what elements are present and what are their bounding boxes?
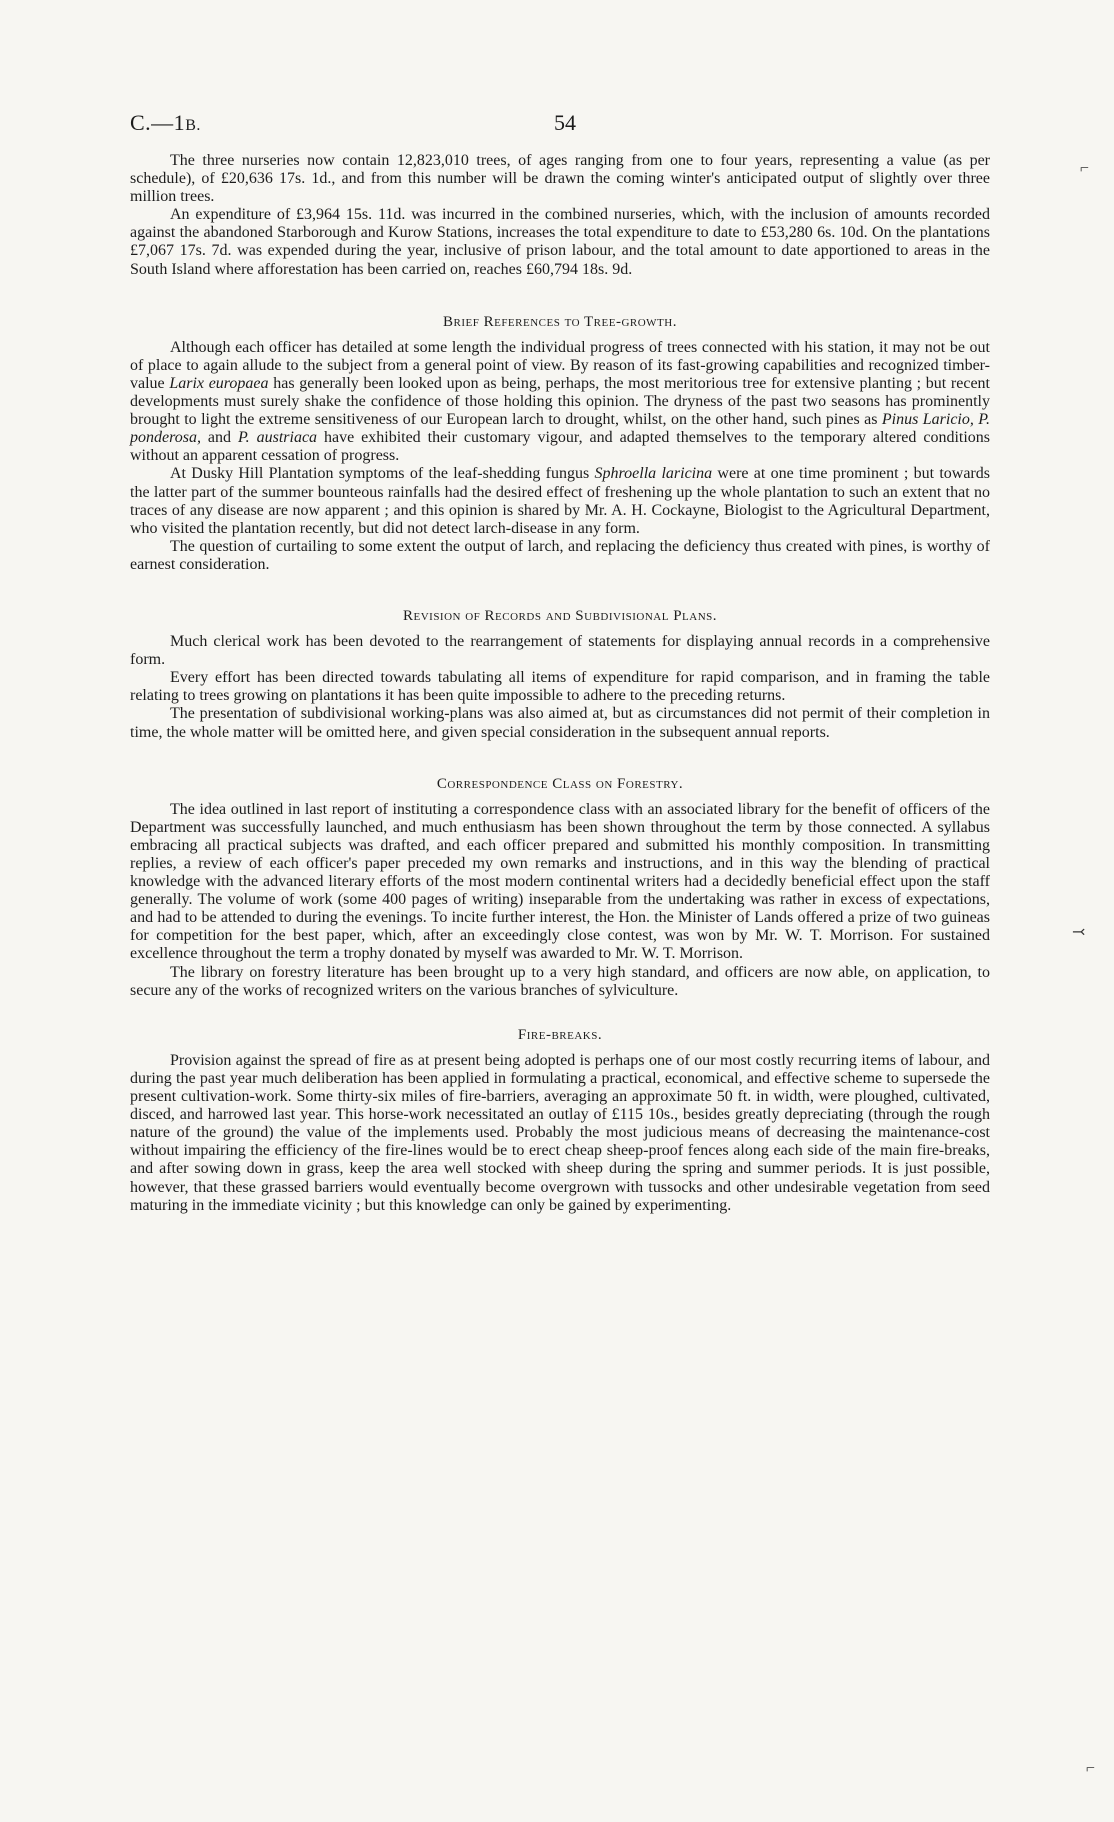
species-name: P. austriaca xyxy=(237,429,318,447)
paragraph: At Dusky Hill Plantation symptoms of the leaf-shedding fungus Sphroella laricina were at one time prominent ; but towards the latter part of the summer bounteous rainfalls had the desired effect of freshening up the whole plantation to such an extent that no traces of any disease are now apparent ; and this opinion is shared by Mr. A. H. Cockayne, Biologist to the Agricultural Department, who visited the plantation recently, but did not detect larch-disease in any form. xyxy=(130,465,990,537)
section-heading: Fire-breaks. xyxy=(517,1026,603,1043)
paragraph: An expenditure of £3,964 15s. 11d. was incurred in the combined nurseries, which, with the inclusion of amounts recorded against the abandoned Starborough and Kurow Stations, increases the total expenditure to date to £53,280 6s. 10d. On the plantations £7,067 17s. 7d. was expended during the year, inclusive of prison labour, and the total amount to date apportioned to areas in the South Island where afforestation has been carried on, reaches £60,794 18s. 9d. xyxy=(130,206,990,278)
paragraph: The question of curtailing to some extent the output of larch, and replacing the deficiency thus created with pines, is worthy of earnest consideration. xyxy=(130,537,990,573)
margin-tick-mark: ⌐ xyxy=(1080,160,1090,177)
paragraph: The presentation of subdivisional working-plans was also aimed at, but as circumstances did not permit of their completion in time, the whole matter will be omitted here, and given special consideration in the subsequent annual reports. xyxy=(130,705,990,741)
page-body xyxy=(130,152,990,1215)
margin-tick-mark: ⌐ xyxy=(1086,1760,1096,1777)
paragraph: The idea outlined in last report of instituting a correspondence class with an associated library for the benefit of officers of the Department was successfully launched, and much enthusiasm has been shown throughout the term by those connected. A syllabus embracing all practical subjects was drafted, and each officer prepared and submitted his monthly composition. In transmitting replies, a review of each officer's paper preceded my own remarks and instructions, and in this way the blending of practical knowledge with the advanced literary efforts of the most modern continental writers had a decidedly beneficial effect upon the staff generally. The volume of work (some 400 pages of writing) inseparable from the undertaking was rather in excess of expectations, and had to be attended to during the evenings. To incite further interest, the Hon. the Minister of Lands offered a prize of two guineas for competition for the best paper, which, after an exceedingly close contest, was won by Mr. W. T. Morrison. For sustained excellence throughout the term a trophy donated by myself was awarded to Mr. W. T. Morrison. xyxy=(130,800,990,963)
section-heading: Revision of Records and Subdivisional Plans. xyxy=(402,607,718,624)
paragraph: Every effort has been directed towards tabulating all items of expenditure for rapid comparison, and in framing the table relating to trees growing on plantations it has been quite impossible to adhere to the preceding returns. xyxy=(130,669,990,705)
margin-tick-mark: ⤙ xyxy=(1072,924,1086,941)
paragraph: Although each officer has detailed at some length the individual progress of trees connected with his station, it may not be out of place to again allude to the subject from a general point of view. By reason of its fast-growing capabilities and recognized timber-value Larix europaea has generally been looked upon as being, perhaps, the most meritorious tree for extensive planting ; but recent developments must surely shake the confidence of those holding this opinion. The dryness of the past two seasons has prominently brought to light the extreme sensitiveness of our European larch to drought, whilst, on the other hand, such pines as Pinus Laricio, P. ponderosa, and P. austriaca have exhibited their customary vigour, and adapted themselves to the temporary altered conditions without an apparent cessation of progress. xyxy=(130,338,991,465)
section-heading: Brief References to Tree-growth. xyxy=(443,313,677,330)
page-number: 54 xyxy=(554,110,576,135)
report-reference: C.—1B. xyxy=(130,110,201,135)
species-name: Pinus Laricio, P. ponderosa, xyxy=(130,411,990,447)
page-header xyxy=(130,110,990,140)
species-name: Sphroella laricina xyxy=(594,465,713,483)
paragraph: The library on forestry literature has been brought up to a very high standard, and officers are now able, on application, to secure any of the works of recognized writers on the various branches of sylviculture. xyxy=(130,963,990,999)
paragraph: The three nurseries now contain 12,823,010 trees, of ages ranging from one to four years, representing a value (as per schedule), of £20,636 17s. 1d., and from this number will be drawn the coming winter's anticipated output of slightly over three million trees. xyxy=(130,152,990,206)
section-heading: Correspondence Class on Forestry. xyxy=(436,775,684,792)
species-name: Larix europaea xyxy=(169,374,269,392)
paragraph: Provision against the spread of fire as at present being adopted is perhaps one of our most costly recurring items of labour, and during the past year much deliberation has been applied in formulating a practical, economical, and effective scheme to supersede the present cultivation-work. Some thirty-six miles of fire-barriers, averaging an approximate 50 ft. in width, were ploughed, cultivated, disced, and harrowed last year. This horse-work necessitated an outlay of £115 10s., besides greatly depreciating (through the rough nature of the ground) the value of the implements used. Probably the most judicious means of decreasing the maintenance-cost without impairing the efficiency of the fire-lines would be to erect cheap sheep-proof fences along each side of the main fire-breaks, and after sowing down in grass, keep the area well stocked with sheep during the spring and summer periods. It is just possible, however, that these grassed barriers would eventually become overgrown with tussocks and other undesirable vegetation from seed maturing in the immediate vicinity ; but this knowledge can only be gained by experimenting. xyxy=(130,1051,990,1214)
paragraph: Much clerical work has been devoted to the rearrangement of statements for displaying annual records in a comprehensive form. xyxy=(130,633,990,669)
